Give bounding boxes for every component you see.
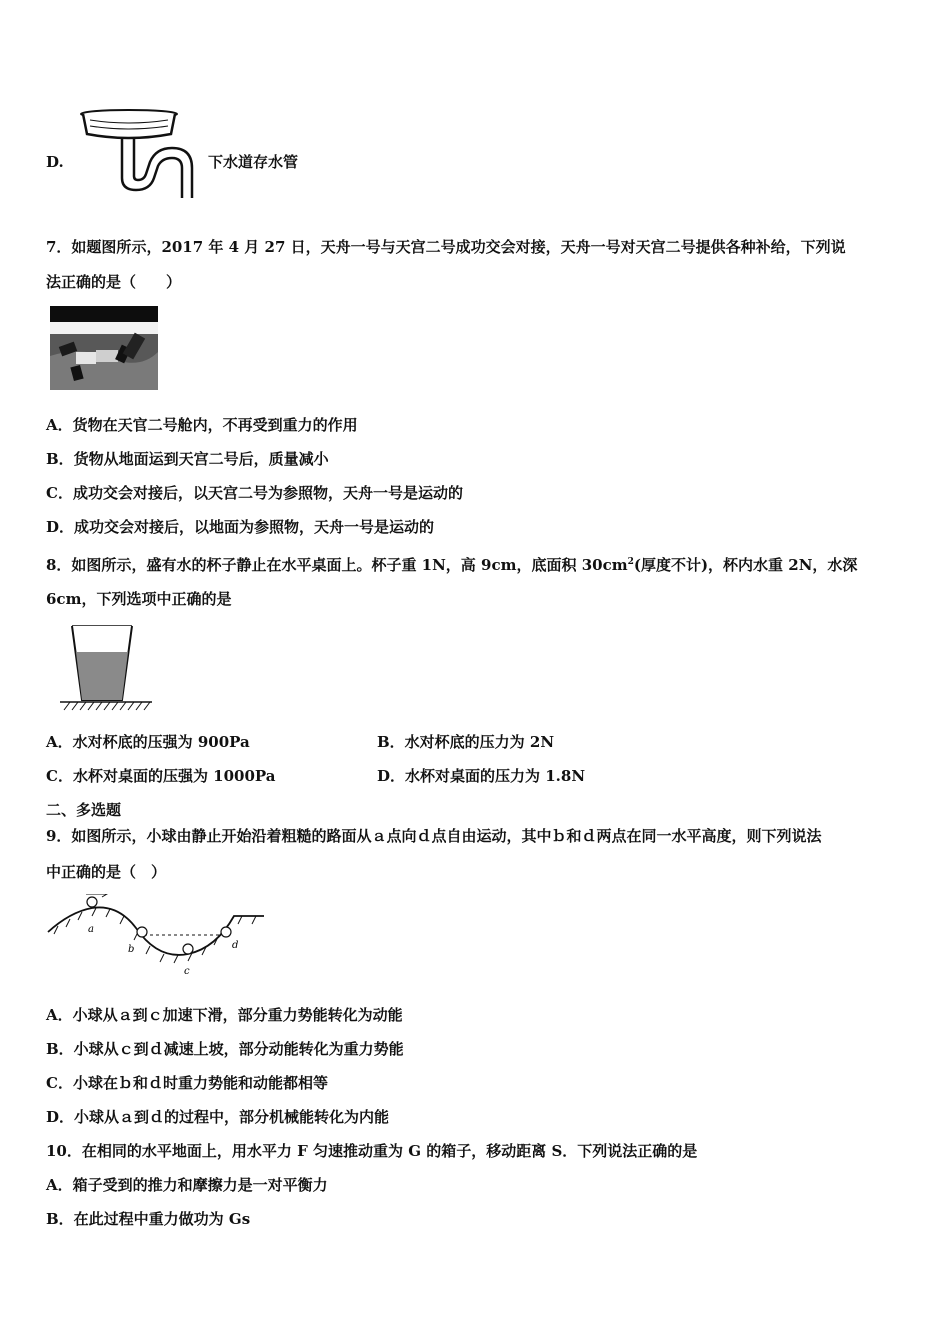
q9-option-a: A．小球从ａ到ｃ加速下滑，部分重力势能转化为动能 [46, 1006, 403, 1024]
q9-stem-line2: 中正确的是（ ） [46, 863, 167, 881]
q7-option-a: A．货物在天官二号舱内，不再受到重力的作用 [46, 416, 358, 434]
q6-option-d-text: 下水道存水管 [208, 153, 299, 171]
q9-stem-line1: 9．如图所示，小球由静止开始沿着粗糙的路面从ａ点向ｄ点自由运动，其中ｂ和ｄ两点在同一水平高度，则下列说法 [46, 827, 822, 845]
point-label-a: a [88, 924, 94, 935]
q8-option-c: C．水杯对桌面的压强为 1000Pa [46, 767, 276, 785]
q9-option-b: B．小球从ｃ到ｄ减速上坡，部分动能转化为重力势能 [46, 1040, 404, 1058]
q8-option-a: A．水对杯底的压强为 900Pa [46, 733, 250, 751]
q7-stem-line2: 法正确的是（ ） [46, 273, 182, 291]
q7-stem-line1: 7．如题图所示，2017 年 4 月 27 日，天舟一号与天宫二号成功交会对接，天舟一号对天宫二号提供各种补给，下列说 [46, 238, 846, 256]
space-docking-photo [50, 306, 158, 390]
water-cup-figure [60, 622, 154, 714]
point-label-b: b [128, 944, 135, 955]
q8-option-d: D．水杯对桌面的压力为 1.8N [377, 767, 586, 785]
q8-option-b: B．水对杯底的压力为 2N [377, 733, 555, 751]
q9-option-d: D．小球从ａ到ｄ的过程中，部分机械能转化为内能 [46, 1108, 390, 1126]
q10-stem: 10．在相同的水平地面上，用水平力 F 匀速推动重为 G 的箱子，移动距离 S．下列说法正确的是 [46, 1142, 698, 1160]
section-heading-multiple-choice: 二、多选题 [46, 801, 122, 819]
q8-stem-text-a: 8．如图所示，盛有水的杯子静止在水平桌面上。杯子重 1N，高 9cm，底面积 30cm [46, 556, 628, 574]
q8-stem-superscript: 2 [627, 557, 634, 567]
q7-option-c: C．成功交会对接后，以天宫二号为参照物，天舟一号是运动的 [46, 484, 463, 502]
point-label-d: d [232, 940, 239, 951]
point-label-c: c [184, 966, 190, 977]
q10-option-b: B．在此过程中重力做功为 Gs [46, 1210, 251, 1228]
drain-trap-figure [78, 108, 206, 200]
q9-option-c: C．小球在ｂ和ｄ时重力势能和动能都相等 [46, 1074, 328, 1092]
q8-stem-line2: 6cm，下列选项中正确的是 [46, 590, 232, 608]
q7-option-b: B．货物从地面运到天宫二号后，质量减小 [46, 450, 329, 468]
q8-stem-text-b: (厚度不计)，杯内水重 2N，水深 [633, 556, 858, 574]
q6-option-d-letter: D. [46, 153, 64, 171]
q8-stem-line1 [46, 552, 857, 575]
rolling-ball-track-figure [46, 894, 268, 984]
q7-option-d: D．成功交会对接后，以地面为参照物，天舟一号是运动的 [46, 518, 435, 536]
q10-option-a: A．箱子受到的推力和摩擦力是一对平衡力 [46, 1176, 328, 1194]
